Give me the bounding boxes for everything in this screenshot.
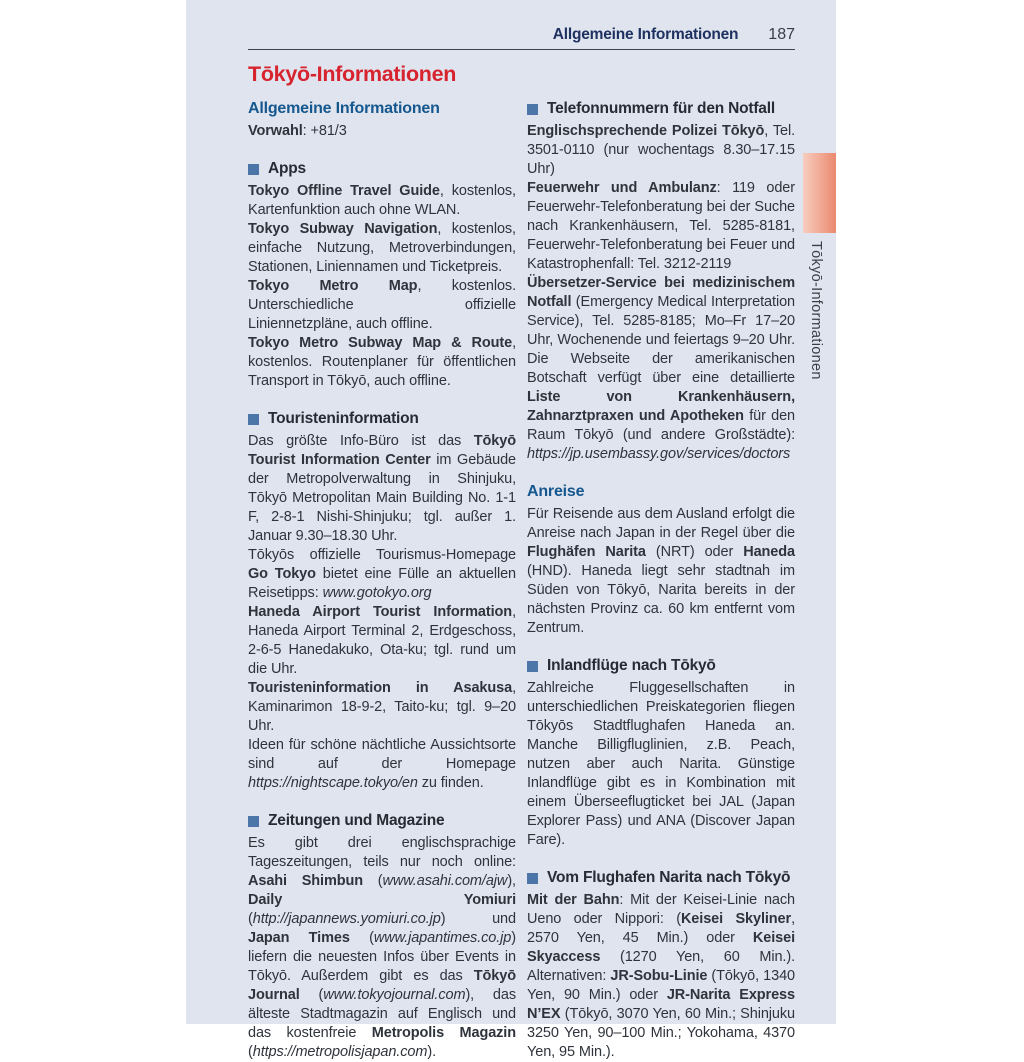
paragraph bbox=[527, 891, 795, 1062]
section-heading bbox=[527, 483, 795, 501]
chapter-tab-marker bbox=[803, 153, 836, 233]
text-run: , kostenlos. Routenplaner für öffentlichen Transport in Tōkyō, auch offline. bbox=[248, 335, 516, 389]
paragraph bbox=[527, 505, 795, 638]
section-inlandfluege-nach-tokyo bbox=[527, 657, 795, 850]
section-heading bbox=[527, 100, 795, 118]
text-run: Liste von Krankenhäusern, Zahnarztpraxen und Apotheken bbox=[527, 389, 795, 424]
paragraph bbox=[248, 603, 516, 679]
text-run: Tokyo Metro Map bbox=[248, 278, 418, 294]
text-run: Haneda bbox=[743, 544, 795, 560]
paragraph bbox=[248, 277, 516, 334]
text-run: https://metropolisjapan.com bbox=[252, 1044, 428, 1060]
section-telefonnummern-fuer-den-notfall bbox=[527, 100, 795, 464]
page-number: 187 bbox=[768, 26, 795, 43]
text-run: (HND). Haneda liegt sehr stadtnah im Süden von Tōkyō, Narita bereits in der nächsten Provinz ca. 60 km entfernt vom Zentrum. bbox=[527, 563, 795, 636]
text-run: Feuerwehr und Ambulanz bbox=[527, 180, 717, 196]
section-heading bbox=[248, 100, 516, 118]
section-heading-label: Touristeninformation bbox=[268, 410, 419, 427]
paragraph bbox=[248, 679, 516, 736]
text-run: ( bbox=[248, 911, 253, 927]
text-run: JR-Narita Express N’EX bbox=[527, 987, 795, 1022]
text-run: bietet eine Fülle an aktuellen Reisetipps: bbox=[248, 566, 516, 601]
section-heading bbox=[527, 657, 795, 675]
text-run: Tōkyōs offizielle Tourismus-Homepage bbox=[248, 547, 516, 563]
text-run: Vorwahl bbox=[248, 123, 303, 139]
text-run: Für Reisende aus dem Ausland erfolgt die Anreise nach Japan in der Regel über die bbox=[527, 506, 795, 541]
paragraph bbox=[248, 182, 516, 220]
text-run: (Tōkyō, 3070 Yen, 60 Min.; Shinjuku 3250 Yen, 90–100 Min.; Yokohama, 4370 Yen, 95 Min.). bbox=[527, 1006, 795, 1060]
text-run: , kostenlos, einfache Nutzung, Metroverbindungen, Stationen, Liniennamen und Ticketpreis. bbox=[248, 221, 516, 275]
paragraph bbox=[527, 179, 795, 274]
text-run: ) und bbox=[440, 911, 516, 927]
text-run: Tokyo Metro Subway Map & Route bbox=[248, 335, 513, 351]
right-column bbox=[527, 100, 795, 1062]
section-heading-label: Allgemeine Informationen bbox=[248, 100, 440, 117]
section-heading bbox=[248, 160, 516, 178]
text-run: im Gebäude der Metropolverwaltung in Shinjuku, Tōkyō Metropolitan Main Building No. 1-1 F, 2-8-1 Nishi-Shinjuku; tgl. außer 1. Januar 9.30–18.30 Uhr. bbox=[248, 452, 516, 544]
section-touristeninformation bbox=[248, 410, 516, 793]
text-run: , Haneda Airport Terminal 2, Erdgeschoss, 2-6-5 Hanedakuko, Ota-ku; tgl. rund um die Uhr. bbox=[248, 604, 516, 677]
section-heading-label: Anreise bbox=[527, 483, 585, 500]
text-run: Flughäfen Narita bbox=[527, 544, 646, 560]
text-run: Tōkyō Journal bbox=[248, 968, 516, 1003]
text-run: www.japantimes.co.jp bbox=[373, 930, 512, 946]
text-run: Daily Yomiuri bbox=[248, 892, 516, 908]
text-run: , 2570 Yen, 45 Min.) oder bbox=[527, 911, 795, 946]
text-run: Englischsprechende Polizei Tōkyō bbox=[527, 123, 765, 139]
text-run: ( bbox=[248, 1044, 253, 1060]
text-run: Japan Times bbox=[248, 930, 350, 946]
text-run: http://japannews.yomiuri.co.jp bbox=[252, 911, 441, 927]
page-title: Tōkyō-Informationen bbox=[248, 62, 457, 86]
text-run: https://nightscape.tokyo/en bbox=[248, 775, 418, 791]
section-zeitungen-und-magazine bbox=[248, 812, 516, 1062]
text-run: ( bbox=[363, 873, 383, 889]
section-heading bbox=[248, 812, 516, 830]
text-run: ), bbox=[507, 873, 516, 889]
text-run: ( bbox=[349, 930, 374, 946]
section-heading-label: Inlandflüge nach Tōkyō bbox=[547, 657, 716, 674]
guidebook-page bbox=[186, 0, 836, 1060]
section-anreise bbox=[527, 483, 795, 638]
left-column bbox=[248, 100, 516, 1062]
text-run: www.gotokyo.org bbox=[322, 585, 432, 601]
text-run: Touristeninformation in Asakusa bbox=[248, 680, 513, 696]
section-heading bbox=[248, 410, 516, 428]
chapter-tab-label: Tōkyō-Informationen bbox=[808, 241, 824, 380]
two-column-layout bbox=[248, 100, 795, 1062]
text-run: : Mit der Keisei-Linie nach Ueno oder Nippori: ( bbox=[527, 892, 795, 927]
text-run: Mit der Bahn bbox=[527, 892, 620, 908]
text-run: , Tel. 3501-0110 (nur wochentags 8.30–17.15 Uhr) bbox=[527, 123, 795, 177]
section-apps bbox=[248, 160, 516, 391]
text-run: Übersetzer-Service bei medizinischem Notfall bbox=[527, 275, 795, 310]
text-run: ( bbox=[299, 987, 324, 1003]
paragraph bbox=[527, 679, 795, 850]
paragraph bbox=[248, 334, 516, 391]
text-run: Tokyo Subway Navigation bbox=[248, 221, 438, 237]
section-bullet-icon bbox=[248, 816, 259, 827]
text-run: Das größte Info-Büro ist das bbox=[248, 433, 474, 449]
paragraph bbox=[248, 432, 516, 546]
text-run: https://jp.usembassy.gov/services/doctors bbox=[527, 446, 791, 462]
paragraph bbox=[527, 274, 795, 464]
text-run: (NRT) oder bbox=[645, 544, 744, 560]
paragraph bbox=[248, 220, 516, 277]
paragraph bbox=[527, 122, 795, 179]
running-head-title: Allgemeine Informationen bbox=[552, 26, 739, 43]
section-heading-label: Apps bbox=[268, 160, 306, 177]
text-run: : +81/3 bbox=[302, 123, 347, 139]
text-run: , kostenlos, Kartenfunktion auch ohne WLAN. bbox=[248, 183, 516, 218]
text-run: Asahi Shimbun bbox=[248, 873, 364, 889]
paragraph bbox=[248, 736, 516, 793]
text-run: Go Tokyo bbox=[248, 566, 316, 582]
section-bullet-icon bbox=[527, 104, 538, 115]
text-run: , kostenlos. Unterschiedliche offizielle Liniennetzpläne, auch offline. bbox=[248, 278, 516, 332]
section-allgemeine-informationen bbox=[248, 100, 516, 141]
text-run: Ideen für schöne nächtliche Aussichtsorte sind auf der Homepage bbox=[248, 737, 516, 772]
text-run: Tokyo Offline Travel Guide bbox=[248, 183, 440, 199]
paragraph bbox=[248, 546, 516, 603]
text-run: www.asahi.com/ajw bbox=[382, 873, 508, 889]
section-heading bbox=[527, 869, 795, 887]
text-run: Zahlreiche Fluggesellschaften in unterschiedlichen Preiskategorien fliegen Tōkyōs Stadtflughafen Haneda an. Manche Billigfluglinien, z.B. Peach, nutzen aber auch Narita. Günstige Inlandflüge gibt es in Kombination mit einem Überseeflugticket bei JAL (Japan Explorer Pass) und ANA (Discover Japan Fare). bbox=[527, 680, 795, 848]
text-run: ). bbox=[427, 1044, 437, 1060]
text-run: zu finden. bbox=[417, 775, 484, 791]
section-bullet-icon bbox=[248, 414, 259, 425]
section-vom-flughafen-narita-nach-tokyo bbox=[527, 869, 795, 1062]
paragraph bbox=[248, 122, 516, 141]
text-run: Metropolis Magazin bbox=[371, 1025, 516, 1041]
text-run: ) liefern die neuesten Infos über Events in Tōkyō. Außerdem gibt es das bbox=[248, 930, 516, 984]
text-run: (Tōkyō, 1340 Yen, 90 Min.) oder bbox=[527, 968, 795, 1003]
text-run: Es gibt drei englischsprachige Tageszeitungen, teils nur noch online: bbox=[248, 835, 516, 870]
running-head bbox=[248, 0, 795, 50]
text-run: Keisei Skyliner bbox=[680, 911, 792, 927]
paragraph bbox=[248, 834, 516, 1062]
section-heading-label: Zeitungen und Magazine bbox=[268, 812, 445, 829]
section-bullet-icon bbox=[527, 661, 538, 672]
text-run: : 119 oder Feuerwehr-Telefonberatung bei der Suche nach Krankenhäusern, Tel. 5285-8181, Feuerwehr-Telefonberatung bei Feuer und Katastrophenfall: Tel. 3212-2119 bbox=[527, 180, 795, 272]
text-run: ), das älteste Stadtmagazin auf Englisch und das kostenfreie bbox=[248, 987, 516, 1041]
text-run: JR-Sobu-Linie bbox=[610, 968, 708, 984]
text-run: Tōkyō Tourist Information Center bbox=[248, 433, 516, 468]
text-run: (Emergency Medical Interpretation Service), Tel. 5285-8185; Mo–Fr 17–20 Uhr, Wochenende und feiertags 9–20 Uhr. Die Webseite der amerikanischen Botschaft verfügt über eine detaillierte bbox=[527, 294, 795, 386]
text-run: für den Raum Tōkyō (und andere Großstädte): bbox=[527, 408, 795, 443]
section-heading-label: Telefonnummern für den Notfall bbox=[547, 100, 775, 117]
text-run: Keisei Skyaccess bbox=[527, 930, 795, 965]
text-run: Haneda Airport Tourist Information bbox=[248, 604, 513, 620]
section-heading-label: Vom Flughafen Narita nach Tōkyō bbox=[547, 869, 791, 886]
section-bullet-icon bbox=[527, 873, 538, 884]
text-run: , Kaminarimon 18-9-2, Taito-ku; tgl. 9–20 Uhr. bbox=[248, 680, 516, 734]
text-run: (1270 Yen, 60 Min.). Alternativen: bbox=[527, 949, 795, 984]
text-run: www.tokyojournal.com bbox=[323, 987, 466, 1003]
section-bullet-icon bbox=[248, 164, 259, 175]
